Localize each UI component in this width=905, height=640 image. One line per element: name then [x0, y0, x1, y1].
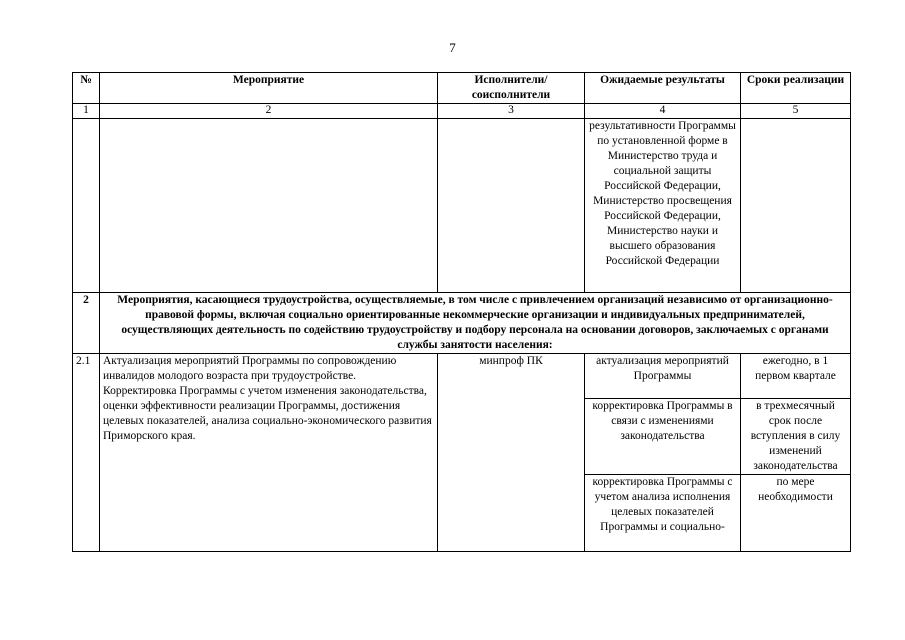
- event-description: [100, 354, 438, 552]
- table-row: [73, 354, 851, 399]
- expected-result: корректировка Программы с учетом анализа исполнения целевых показателей Программы и социально-: [585, 475, 741, 552]
- header-results: Ожидаемые результаты: [585, 73, 741, 104]
- continuation-result: результативности Программы по установленной форме в Министерство труда и социальной защиты Российской Федерации, Министерство просвещения Российской Федерации, Министерство науки и высшего образования Российской Федерации: [585, 119, 741, 293]
- section-number: 2: [73, 293, 100, 354]
- executor: минпроф ПК: [438, 354, 585, 552]
- column-number: 1: [73, 104, 100, 119]
- header-number: №: [73, 73, 100, 104]
- term: по мере необходимости: [741, 475, 851, 552]
- column-number: 2: [100, 104, 438, 119]
- section-row: [73, 293, 851, 354]
- header-event: Мероприятие: [100, 73, 438, 104]
- event-paragraph: Актуализация мероприятий Программы по сопровождению инвалидов молодого возраста при трудоустройстве.: [103, 355, 397, 382]
- continuation-row: [73, 119, 851, 293]
- section-title: Мероприятия, касающиеся трудоустройства, осуществляемые, в том числе с привлечением организаций независимо от организационно-правовой формы, включая социально ориентированные некоммерческие организации и индивидуальных предпринимателей, осуществляющих деятельность по содействию трудоустройству и подбору персонала на основании договоров, заключаемых с органами службы занятости населения:: [100, 293, 851, 354]
- event-paragraph: Корректировка Программы с учетом изменения законодательства, оценки эффективности реализации Программы, достижения целевых показателей, анализа социально-экономического развития Приморского края.: [103, 385, 432, 442]
- column-number: 3: [438, 104, 585, 119]
- column-number-row: [73, 104, 851, 119]
- term: в трехмесячный срок после вступления в силу изменений законодательства: [741, 399, 851, 475]
- column-number: 4: [585, 104, 741, 119]
- header-terms: Сроки реализации: [741, 73, 851, 104]
- header-executors: Исполнители/ соисполнители: [438, 73, 585, 104]
- activities-table: [72, 72, 851, 552]
- expected-result: актуализация мероприятий Программы: [585, 354, 741, 399]
- row-number: 2.1: [73, 354, 100, 552]
- term: ежегодно, в 1 первом квартале: [741, 354, 851, 399]
- column-number: 5: [741, 104, 851, 119]
- expected-result: корректировка Программы в связи с изменениями законодательства: [585, 399, 741, 475]
- table-header-row: [73, 73, 851, 104]
- page-number: 7: [449, 40, 456, 55]
